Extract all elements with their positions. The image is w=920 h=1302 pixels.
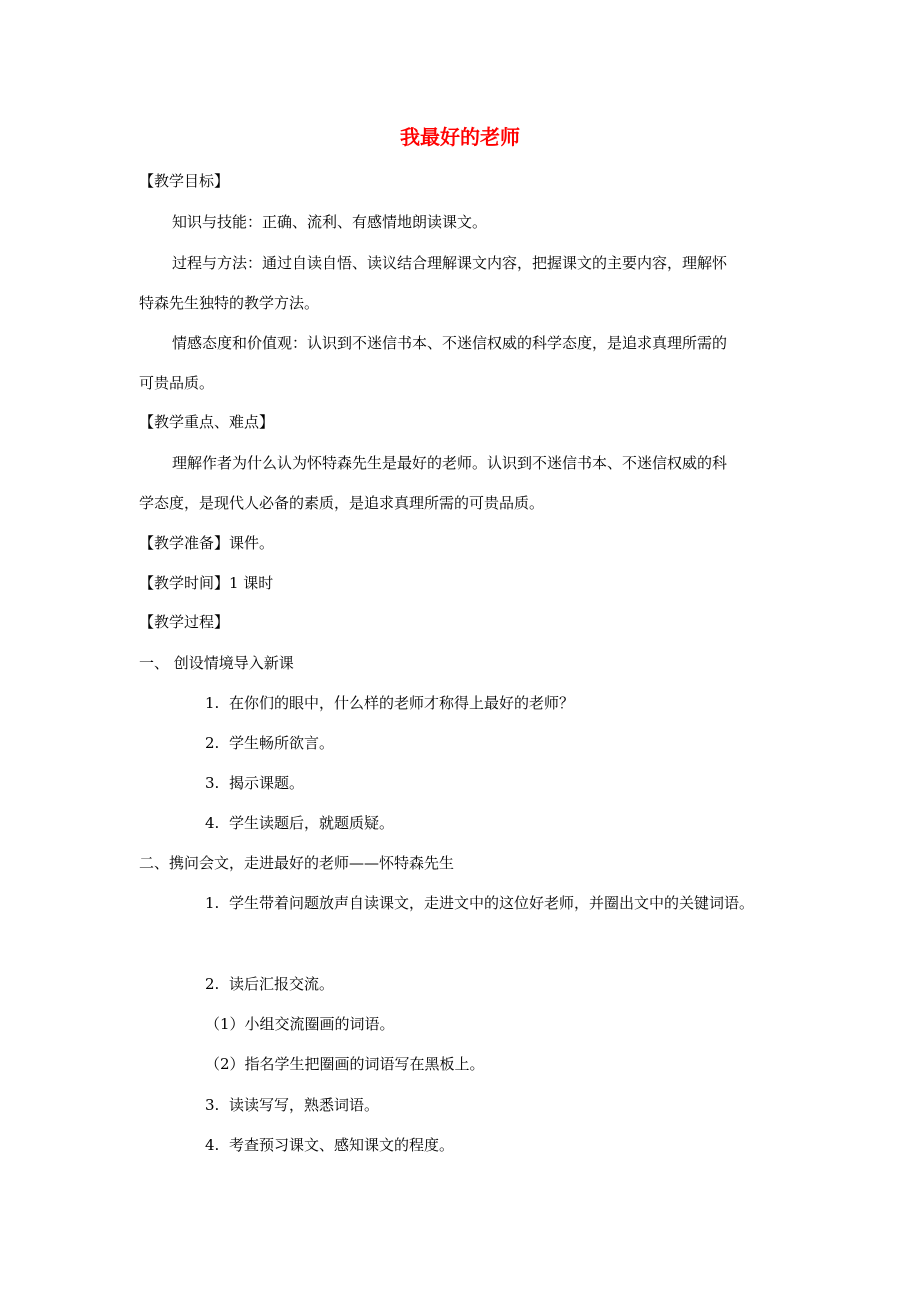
list-item-text: 读后汇报交流。 <box>229 975 335 993</box>
list-item-number: 1. <box>205 894 220 912</box>
goals-process-line-1: 过程与方法：通过自读自悟、读议结合理解课文内容，把握课文的主要内容，理解怀 <box>172 254 728 272</box>
list-item-number: 3. <box>205 1096 220 1114</box>
list-item-number: 3. <box>205 774 220 792</box>
list-item-text: 读读写写，熟悉词语。 <box>229 1096 380 1114</box>
sub-item: （1）小组交流圈画的词语。 <box>205 1015 395 1033</box>
document-title: 我最好的老师 <box>400 125 520 149</box>
list-item-number: 1. <box>205 694 220 712</box>
key-points-heading: 【教学重点、难点】 <box>139 413 275 431</box>
list-item <box>205 974 334 994</box>
list-item <box>205 773 304 793</box>
list-item <box>205 1095 379 1115</box>
list-item-text: 学生畅所欲言。 <box>229 734 335 752</box>
list-item <box>205 813 394 833</box>
goals-knowledge: 知识与技能：正确、流利、有感情地朗读课文。 <box>172 213 488 231</box>
section-1-title: 一、 创设情境导入新课 <box>139 654 294 672</box>
list-item-text: 考查预习课文、感知课文的程度。 <box>229 1136 455 1154</box>
goals-emotion-line-1: 情感态度和价值观：认识到不迷信书本、不迷信权威的科学态度，是追求真理所需的 <box>172 334 728 352</box>
teaching-time: 【教学时间】1 课时 <box>139 574 274 592</box>
sub-item: （2）指名学生把圈画的词语写在黑板上。 <box>205 1055 485 1073</box>
list-item-text: 学生带着问题放声自读课文，走进文中的这位好老师，并圈出文中的关键词语。 <box>229 894 755 912</box>
list-item <box>205 893 754 913</box>
goals-emotion-line-2: 可贵品质。 <box>139 374 215 392</box>
key-points-line-1: 理解作者为什么认为怀特森先生是最好的老师。认识到不迷信书本、不迷信权威的科 <box>172 454 728 472</box>
list-item-number: 2. <box>205 734 220 752</box>
list-item <box>205 733 334 753</box>
preparation: 【教学准备】课件。 <box>139 534 275 552</box>
process-heading: 【教学过程】 <box>139 613 230 631</box>
list-item <box>205 1135 454 1155</box>
list-item-text: 学生读题后，就题质疑。 <box>229 814 395 832</box>
list-item-number: 4. <box>205 814 220 832</box>
list-item-text: 揭示课题。 <box>229 774 305 792</box>
list-item-text: 在你们的眼中，什么样的老师才称得上最好的老师？ <box>229 694 575 712</box>
goals-process-line-2: 特森先生独特的教学方法。 <box>139 294 320 312</box>
goals-heading: 【教学目标】 <box>139 172 230 190</box>
section-2-title: 二、携问会文，走进最好的老师——怀特森先生 <box>139 854 455 872</box>
key-points-line-2: 学态度，是现代人必备的素质，是追求真理所需的可贵品质。 <box>139 494 545 512</box>
list-item-number: 4. <box>205 1136 220 1154</box>
list-item <box>205 693 574 713</box>
list-item-number: 2. <box>205 975 220 993</box>
